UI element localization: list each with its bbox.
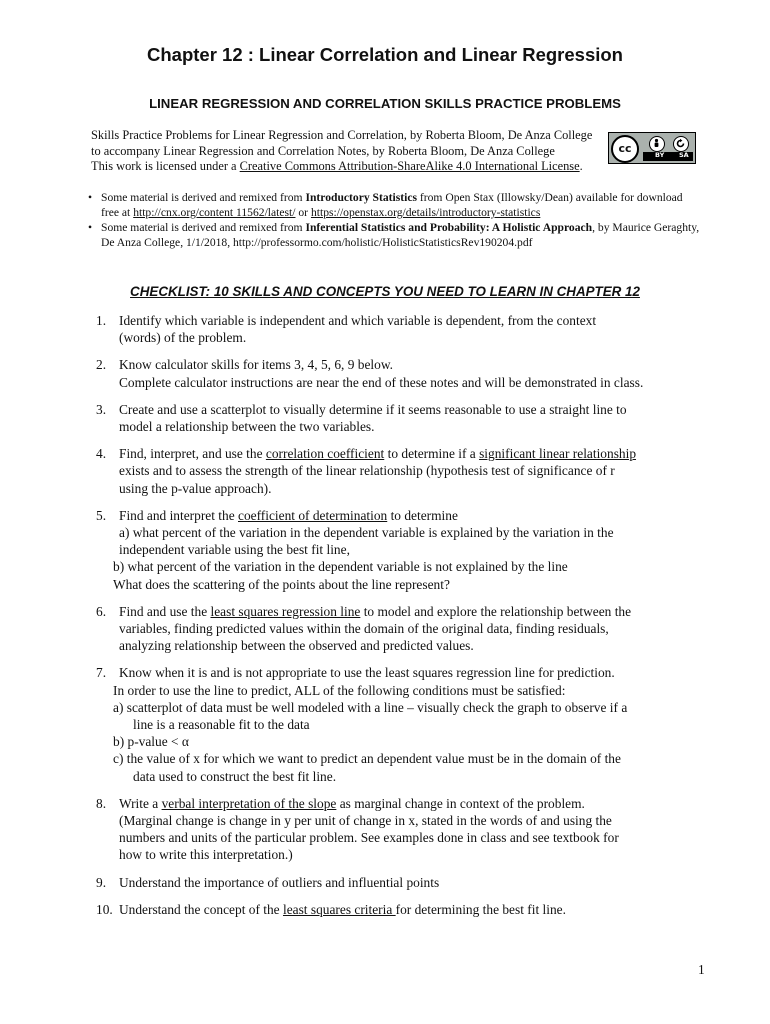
term-coefficient-of-determination: coefficient of determination: [238, 507, 388, 523]
bullet-text: from Open Stax (Illowsky/Dean) available for download: [416, 191, 683, 204]
book-title: Introductory Statistics: [305, 191, 417, 204]
item-number: 9.: [96, 874, 107, 890]
bullet-geraghty: [88, 220, 738, 250]
term-correlation-coefficient: correlation coefficient: [265, 446, 385, 462]
cc-logo-icon: cc: [611, 135, 639, 163]
item-line: Complete calculator instructions are near the end of these notes and will be demonstrated in class.: [119, 374, 644, 390]
checklist-item-10: [96, 901, 696, 918]
item-line: a) what percent of the variation in the dependent variable is explained by the variation in the: [119, 525, 614, 541]
item-text: for determining the best fit line.: [395, 901, 566, 917]
item-line: Understand the importance of outliers and influential points: [119, 874, 440, 890]
credits-line-3-prefix: This work is licensed under a: [91, 159, 240, 173]
item-text: Find and use the: [119, 603, 211, 619]
checklist-item-9: [96, 874, 696, 891]
item-line: exists and to assess the strength of the linear relationship (hypothesis test of significance of r: [119, 463, 615, 479]
sharealike-icon: [673, 136, 689, 152]
checklist-item-3: [96, 401, 696, 435]
item-line: variables, finding predicted values within the domain of the original data, finding residuals,: [119, 621, 609, 637]
item-number: 8.: [96, 795, 107, 811]
item-line: how to write this interpretation.): [119, 847, 293, 863]
term-least-squares-regression-line: least squares regression line: [210, 603, 361, 619]
item-text: to determine: [387, 507, 458, 523]
item-line: analyzing relationship between the observed and predicted values.: [119, 638, 474, 654]
item-text: Find and interpret the: [119, 507, 238, 523]
item-line: [119, 901, 696, 918]
credits-line-2: to accompany Linear Regression and Correlation Notes, by Roberta Bloom, De Anza College: [91, 143, 555, 158]
checklist-item-5: [96, 507, 696, 593]
checklist-item-6: [96, 603, 696, 655]
checklist-item-8: [96, 795, 696, 864]
credits-block: [91, 128, 611, 175]
attribution-person-icon: [649, 136, 665, 152]
item-line: (Marginal change is change in y per unit of change in x, stated in the words of and using the: [119, 813, 612, 829]
item-line: Create and use a scatterplot to visually determine if it seems reasonable to use a straight line to: [119, 401, 627, 417]
item-line: [119, 507, 696, 524]
item-line: b) what percent of the variation in the dependent variable is not explained by the line: [113, 559, 568, 575]
bullet-text: or: [295, 206, 311, 219]
credits-line-3: [91, 159, 611, 175]
license-strip: [643, 152, 693, 161]
page-title: Chapter 12 : Linear Correlation and Linear Regression: [147, 44, 623, 65]
bullet-text: De Anza College, 1/1/2018, http://professormo.com/holistic/HolisticStatisticsRev190204.pdf: [101, 236, 533, 249]
checklist-item-4: [96, 445, 696, 497]
sa-label: SA: [679, 151, 689, 159]
term-verbal-interpretation-of-slope: verbal interpretation of the slope: [161, 795, 337, 811]
page-number: 1: [698, 962, 705, 977]
checklist-item-7: [96, 664, 696, 784]
item-text: Write a: [119, 795, 162, 811]
checklist-item-2: [96, 356, 696, 390]
checklist-heading: CHECKLIST: 10 SKILLS AND CONCEPTS YOU NEED TO LEARN IN CHAPTER 12: [130, 284, 640, 299]
credits-line-3-suffix: .: [579, 159, 583, 173]
item-number: 5.: [96, 507, 107, 523]
openstax-link[interactable]: https://openstax.org/details/introductory-statistics: [310, 206, 541, 219]
item-line: data used to construct the best fit line.: [133, 768, 337, 784]
item-text: to determine if a: [384, 446, 480, 462]
item-line: using the p-value approach).: [119, 480, 272, 496]
bullet-text: , by Maurice Geraghty,: [592, 221, 700, 234]
by-label: BY: [655, 151, 665, 159]
creative-commons-badge: [608, 132, 696, 164]
item-number: 2.: [96, 357, 107, 373]
bullet-openstax: [88, 190, 738, 220]
checklist-items: [96, 312, 696, 918]
bullet-text: Some material is derived and remixed from: [101, 221, 306, 234]
item-line: a) scatterplot of data must be well modeled with a line – visually check the graph to observe if a: [113, 699, 628, 715]
bullet-text: free at: [101, 206, 134, 219]
item-number: 10.: [96, 901, 113, 917]
item-line: [119, 603, 696, 620]
item-line: Know when it is and is not appropriate to use the least squares regression line for prediction.: [119, 665, 615, 681]
term-least-squares-criteria: least squares criteria: [282, 901, 396, 917]
checklist-item-1: [96, 312, 696, 346]
item-text: Find, interpret, and use the: [119, 446, 266, 462]
item-number: 7.: [96, 665, 107, 681]
item-line: What does the scattering of the points about the line represent?: [113, 576, 450, 592]
item-text: Understand the concept of the: [119, 901, 283, 917]
item-line: independent variable using the best fit line,: [119, 542, 350, 558]
source-bullets: [88, 190, 738, 250]
credits-line-1: Skills Practice Problems for Linear Regression and Correlation, by Roberta Bloom, De Anza College: [91, 128, 593, 142]
cnx-link[interactable]: http://cnx.org/content 11562/latest/: [133, 206, 296, 219]
item-line: b) p-value < α: [113, 734, 189, 750]
item-text: to model and explore the relationship between the: [360, 603, 632, 619]
item-line: model a relationship between the two variables.: [119, 419, 375, 435]
item-line: Know calculator skills for items 3, 4, 5, 6, 9 below.: [119, 357, 393, 373]
bullet-text: Some material is derived and remixed from: [101, 191, 306, 204]
item-line: c) the value of x for which we want to predict an dependent value must be in the domain of the: [113, 751, 621, 767]
item-number: 1.: [96, 313, 107, 328]
item-line: (words) of the problem.: [119, 330, 247, 346]
item-number: 3.: [96, 401, 107, 417]
page-subtitle: LINEAR REGRESSION AND CORRELATION SKILLS PRACTICE PROBLEMS: [149, 96, 621, 111]
book-title: Inferential Statistics and Probability: A Holistic Approach: [305, 221, 593, 234]
item-line: [119, 795, 696, 812]
item-text: as marginal change in context of the problem.: [336, 795, 585, 811]
item-line: numbers and units of the particular problem. See examples done in class and see textbook for: [119, 830, 619, 846]
item-line: Identify which variable is independent and which variable is dependent, from the context: [119, 313, 597, 328]
item-line: line is a reasonable fit to the data: [133, 717, 310, 733]
term-significant-linear-relationship: significant linear relationship: [479, 446, 637, 462]
item-line: In order to use the line to predict, ALL of the following conditions must be satisfied:: [113, 682, 566, 698]
item-number: 6.: [96, 603, 107, 619]
item-number: 4.: [96, 446, 107, 462]
license-link[interactable]: Creative Commons Attribution-ShareAlike 4.0 International License: [239, 159, 580, 173]
item-line: [119, 445, 696, 462]
